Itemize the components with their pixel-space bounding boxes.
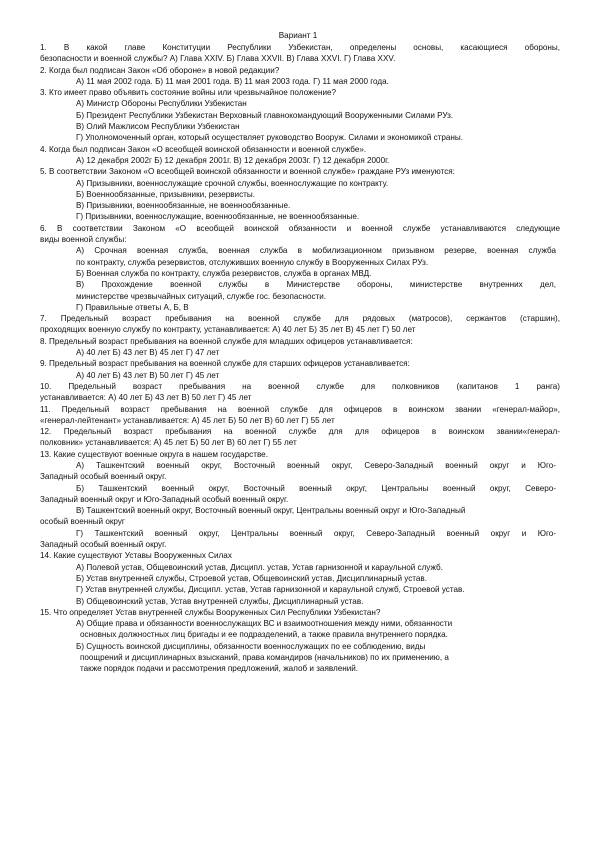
text-line-q13c: Б) Ташкентский военный округ, Восточный военный округ, Центральны военный округ, Северо- bbox=[76, 483, 556, 493]
text-line-q2a: А) 11 мая 2002 года. Б) 11 мая 2001 года. В) 11 мая 2003 года. Г) 11 мая 2000 года. bbox=[76, 76, 389, 86]
text-line-q11a: 11. Предельный возраст пребывания на военной службе для офицеров в воинском звании «генерал-майор», bbox=[40, 404, 560, 414]
text-line-q3: 3. Кто имеет право объявить состояние войны или чрезвычайное положение? bbox=[40, 88, 337, 98]
text-line-q1b: безопасности и военной службы? А) Глава XXIV. Б) Глава XXVII. В) Глава XXVI. Г) Глава XXV. bbox=[40, 54, 396, 64]
text-line-q11b: «генерал-лейтенант» устанавливается: А) 45 лет Б) 50 лет В) 60 лет Г) 55 лет bbox=[40, 415, 335, 425]
text-line-q15: 15. Что определяет Устав внутренней службы Вооруженных Сил Республики Узбекистан? bbox=[40, 607, 381, 617]
text-line-q8: 8. Предельный возраст пребывания на военной службе для младших офицеров устанавливается: bbox=[40, 336, 413, 346]
text-line-q13h: Западный особый военный округ. bbox=[40, 540, 167, 550]
text-line-q4: 4. Когда был подписан Закон «О всеобщей воинской обязанности и военной службе». bbox=[40, 144, 367, 154]
text-line-q5a: А) Призывники, военнослужащие срочной службы, военнослужащие по контракту. bbox=[76, 178, 389, 188]
text-line-q13g: Г) Ташкентский военный округ, Центральны военный округ, Северо-Западный военный округ и Юго- bbox=[76, 528, 556, 538]
text-line-q3c: В) Олий Мажлисом Республики Узбекистан bbox=[76, 122, 240, 132]
text-line-q6a: 6. В соответствии Законом «О всеобщей воинской обязанности и военной службе устанавливаются следующие bbox=[40, 223, 560, 233]
text-line-q5d: Г) Призывники, военнослужащие, военнообязанные, не военнообязанные. bbox=[76, 212, 360, 222]
text-line-q13d: Западный военный округ и Юго-Западный особый военный округ. bbox=[40, 494, 289, 504]
text-line-q9a: А) 40 лет Б) 43 лет В) 50 лет Г) 45 лет bbox=[76, 370, 220, 380]
text-line-q1a: 1. В какой главе Конституции Республики Узбекистан, определены основы, касающиеся обороны, bbox=[40, 43, 560, 52]
text-line-q15b: основных должностных лиц бригады и ее подразделений, а также правила внутреннего порядка. bbox=[80, 630, 448, 640]
text-line-q6e: Б) Военная служба по контракту, служба резервистов, служба в органах МВД. bbox=[76, 268, 372, 278]
text-line-q13: 13. Какие существуют военные округа в нашем государстве. bbox=[40, 449, 268, 459]
text-line-q7b: проходящих военную службу по контракту, устанавливается: А) 40 лет Б) 35 лет В) 45 лет Г) 50 лет bbox=[40, 325, 416, 335]
text-line-q14a: А) Полевой устав, Общевоинский устав, Дисципл. устав, Устав гарнизонной и караульной служб. bbox=[76, 562, 443, 572]
text-line-q6b: виды военной службы: bbox=[40, 235, 127, 245]
text-line-q2: 2. Когда был подписан Закон «Об обороне» в новой редакции? bbox=[40, 65, 280, 75]
text-line-q6h: Г) Правильные ответы А, Б, В bbox=[76, 302, 189, 312]
text-line-q12a: 12. Предельный возраст пребывания на военной службе для для офицеров в воинском звании«генерал- bbox=[40, 427, 560, 437]
text-line-q14c: Г) Устав внутренней службы, Дисципл. устав, Устав гарнизонной и караульной служб, Строевой устав. bbox=[76, 585, 465, 595]
text-line-q15a: А) Общие права и обязанности военнослужащих ВС и взаимоотношения между ними, обязанности bbox=[76, 619, 453, 629]
text-line-q7a: 7. Предельный возраст пребывания на военной службе для рядовых (матросов), сержантов (старшин), bbox=[40, 314, 560, 324]
text-line-q4a: А) 12 декабря 2002г Б) 12 декабря 2001г. В) 12 декабря 2003г. Г) 12 декабря 2000г. bbox=[76, 155, 390, 165]
text-line-q6g: министерстве чрезвычайных ситуаций, службе гос. безопасности. bbox=[76, 291, 327, 301]
text-line-q8a: А) 40 лет Б) 43 лет В) 45 лет Г) 47 лет bbox=[76, 348, 220, 358]
text-line-q5b: Б) Военнообязанные, призывники, резервисты. bbox=[76, 189, 255, 199]
text-line-q15e: также порядок подачи и рассмотрения предложений, жалоб и заявлений. bbox=[80, 664, 359, 674]
text-line-q13b: Западный особый военный округ. bbox=[40, 472, 167, 482]
text-line-q15c: Б) Сущность воинской дисциплины, обязанности военнослужащих по ее соблюдению, виды bbox=[76, 641, 426, 651]
variant-title: Вариант 1 bbox=[278, 31, 318, 40]
text-line-q5c: В) Призывники, военнообязанные, не военнообязанные. bbox=[76, 201, 291, 211]
text-line-q3a: А) Министр Обороны Республики Узбекистан bbox=[76, 99, 247, 109]
text-line-q13a: А) Ташкентский военный округ, Восточный военный округ, Северо-Западный военный округ и Юго- bbox=[76, 460, 556, 470]
text-line-q6c: А) Срочная военная служба, военная служба в мобилизационном призывном резерве, военная служба bbox=[76, 246, 556, 256]
text-line-q10a: 10. Предельный возраст пребывания на военной службе для полковников (капитанов 1 ранга) bbox=[40, 381, 560, 391]
text-line-q10b: устанавливается: А) 40 лет Б) 43 лет В) 50 лет Г) 45 лет bbox=[40, 393, 252, 403]
text-line-q14: 14. Какие существуют Уставы Вооруженных Силах bbox=[40, 551, 232, 561]
text-line-q12b: полковник» устанавливается: А) 45 лет Б) 50 лет В) 60 лет Г) 55 лет bbox=[40, 438, 297, 448]
text-line-q5: 5. В соответствии Законом «О всеобщей воинской обязанности и военной службе» граждане РУз именуются: bbox=[40, 167, 455, 177]
text-line-q13e: В) Ташкентский военный округ, Восточный военный округ, Центральны военный округ и Юго-Западный bbox=[76, 506, 466, 516]
text-line-q13f: особый военный округ bbox=[40, 517, 125, 527]
question-list bbox=[40, 42, 560, 675]
text-line-q6f: В) Прохождение военной службы в Министерстве обороны, министерстве внутренних дел, bbox=[76, 280, 556, 290]
text-line-q6d: по контракту, служба резервистов, отслуживших военную службу в Вооруженных Силах РУз. bbox=[76, 257, 429, 267]
text-line-q9: 9. Предельный возраст пребывания на военной службе для старших офицеров устанавливается: bbox=[40, 359, 410, 369]
text-line-q14d: В) Общевоинский устав, Устав внутренней службы, Дисциплинарный устав. bbox=[76, 596, 364, 606]
text-line-q3d: Г) Уполномоченный орган, который осуществляет руководство Вооруж. Силами и экономикой страны. bbox=[76, 133, 463, 143]
text-line-q14b: Б) Устав внутренней службы, Строевой устав, Общевоинский устав, Дисциплинарный устав. bbox=[76, 573, 427, 583]
text-line-q3b: Б) Президент Республики Узбекистан Верховный главнокомандующий Вооруженными Силами РУз. bbox=[76, 110, 454, 120]
text-line-q15d: поощрений и дисциплинарных взысканий, права командиров (начальников) по их применению, а bbox=[80, 653, 449, 663]
